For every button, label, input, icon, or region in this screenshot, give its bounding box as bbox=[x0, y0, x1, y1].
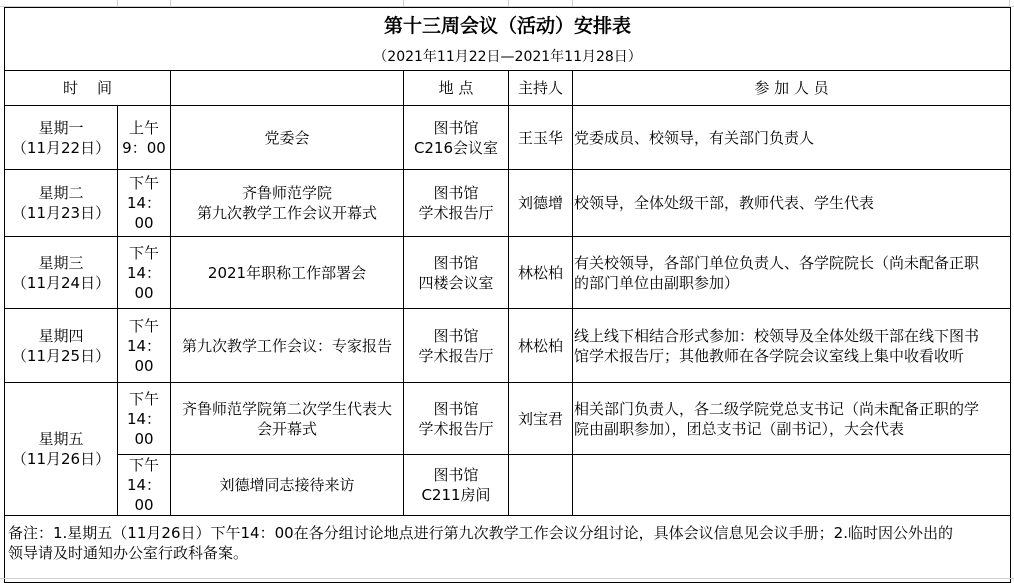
day-cell bbox=[5, 106, 118, 170]
spreadsheet-gridlines bbox=[0, 0, 1014, 7]
time-period: 下午 bbox=[128, 316, 159, 335]
time-period: 下午 bbox=[128, 456, 159, 474]
participants-line: 的部门单位由副职参加） bbox=[574, 273, 740, 292]
participants-cell bbox=[573, 309, 1011, 383]
time-cell bbox=[118, 383, 171, 455]
host-cell: 刘德增 bbox=[509, 170, 573, 237]
event-line: 刘德增同志接待来访 bbox=[219, 476, 355, 494]
time-clock: 14：00 bbox=[126, 194, 162, 232]
time-cell bbox=[118, 170, 171, 237]
event-line: 齐鲁师范学院第二次学生代表大 bbox=[181, 399, 392, 418]
time-clock: 14：00 bbox=[126, 476, 162, 514]
time-cell bbox=[118, 106, 171, 170]
day-date: （11月22日） bbox=[11, 138, 111, 157]
header-location: 地 点 bbox=[404, 71, 509, 106]
day-cell bbox=[5, 237, 118, 309]
time-period: 下午 bbox=[128, 174, 159, 192]
time-clock: 14：00 bbox=[126, 409, 162, 448]
participants-line: 有关校领导，各部门单位负责人、各学院院长（尚未配备正职 bbox=[574, 253, 980, 272]
time-period: 下午 bbox=[128, 243, 159, 262]
table-row bbox=[5, 106, 1011, 170]
location-line: 学术报告厅 bbox=[418, 346, 494, 365]
event-cell bbox=[171, 383, 404, 455]
location-line: 图书馆 bbox=[433, 253, 479, 272]
location-cell bbox=[404, 383, 509, 455]
participants-line: 党委成员、校领导，有关部门负责人 bbox=[574, 128, 815, 147]
time-clock: 14：00 bbox=[126, 263, 162, 302]
footnote-line: 领导请及时通知办公室行政科备案。 bbox=[8, 544, 249, 562]
location-line: 图书馆 bbox=[433, 466, 479, 484]
event-line: 第九次教学工作会议：专家报告 bbox=[181, 336, 392, 355]
host-cell: 林松柏 bbox=[509, 309, 573, 383]
table-row bbox=[5, 309, 1011, 383]
host-cell: 刘宝君 bbox=[509, 383, 573, 455]
participants-line: 相关部门负责人，各二级学院党总支书记（尚未配备正职的学 bbox=[574, 399, 980, 418]
schedule-table bbox=[4, 7, 1011, 583]
footnote-line: 备注：1.星期五（11月26日）下午14：00在各分组讨论地点进行第九次教学工作会议分组讨论，具体会议信息见会议手册；2.临时因公外出的 bbox=[8, 524, 953, 542]
location-line: 图书馆 bbox=[433, 399, 479, 418]
header-host: 主持人 bbox=[509, 71, 573, 106]
participants-line: 校领导，全体处级干部，教师代表、学生代表 bbox=[574, 194, 875, 212]
location-cell bbox=[404, 170, 509, 237]
page-title: 第十三周会议（活动）安排表 bbox=[5, 8, 1011, 44]
time-cell bbox=[118, 309, 171, 383]
time-period: 上午 bbox=[128, 118, 159, 137]
location-line: 四楼会议室 bbox=[418, 273, 494, 292]
header-time: 时 间 bbox=[5, 71, 171, 106]
day-cell bbox=[5, 383, 118, 516]
event-cell bbox=[171, 106, 404, 170]
table-row bbox=[5, 383, 1011, 455]
day-date: （11月25日） bbox=[11, 346, 111, 365]
event-cell bbox=[171, 170, 404, 237]
date-range: （2021年11月22日—2021年11月28日） bbox=[5, 44, 1011, 71]
event-cell bbox=[171, 309, 404, 383]
participants-line: 馆学术报告厅；其他教师在各学院会议室线上集中收看收听 bbox=[574, 346, 965, 365]
time-cell bbox=[118, 237, 171, 309]
event-cell bbox=[171, 455, 404, 516]
location-cell bbox=[404, 237, 509, 309]
event-line: 党委会 bbox=[264, 128, 310, 147]
participants-cell bbox=[573, 383, 1011, 455]
event-line: 齐鲁师范学院 bbox=[241, 184, 332, 202]
time-period: 下午 bbox=[128, 389, 159, 408]
day-date: （11月26日） bbox=[11, 450, 111, 468]
time-clock: 14：00 bbox=[126, 336, 162, 375]
header-event bbox=[171, 71, 404, 106]
day-label: 星期五 bbox=[38, 430, 84, 448]
location-line: 学术报告厅 bbox=[418, 204, 494, 222]
time-clock: 9：00 bbox=[122, 138, 166, 157]
location-line: 图书馆 bbox=[433, 326, 479, 345]
table-row bbox=[5, 170, 1011, 237]
day-cell bbox=[5, 309, 118, 383]
location-line: C216会议室 bbox=[413, 138, 499, 157]
event-line: 第九次教学工作会议开幕式 bbox=[196, 204, 377, 222]
participants-cell bbox=[573, 455, 1011, 516]
spreadsheet-gridlines bbox=[0, 578, 1014, 583]
table-row bbox=[5, 455, 1011, 516]
header-participants: 参 加 人 员 bbox=[573, 71, 1011, 106]
day-date: （11月23日） bbox=[11, 204, 111, 222]
location-line: 图书馆 bbox=[433, 184, 479, 202]
location-line: 图书馆 bbox=[433, 118, 479, 137]
time-cell bbox=[118, 455, 171, 516]
day-label: 星期二 bbox=[38, 184, 84, 202]
location-cell bbox=[404, 309, 509, 383]
location-cell bbox=[404, 455, 509, 516]
footnote bbox=[5, 516, 1011, 583]
event-cell bbox=[171, 237, 404, 309]
host-cell bbox=[509, 455, 573, 516]
day-date: （11月24日） bbox=[11, 273, 111, 292]
participants-cell bbox=[573, 237, 1011, 309]
location-cell bbox=[404, 106, 509, 170]
participants-line: 线上线下相结合形式参加：校领导及全体处级干部在线下图书 bbox=[574, 326, 980, 345]
day-label: 星期四 bbox=[38, 326, 84, 345]
event-line: 会开幕式 bbox=[256, 419, 317, 438]
table-row bbox=[5, 237, 1011, 309]
participants-cell bbox=[573, 170, 1011, 237]
day-label: 星期一 bbox=[38, 118, 84, 137]
day-cell bbox=[5, 170, 118, 237]
location-line: C211房间 bbox=[421, 486, 491, 504]
day-label: 星期三 bbox=[38, 253, 84, 272]
header-row bbox=[5, 71, 1011, 106]
participants-line: 院由副职参加），团总支书记（副书记），大会代表 bbox=[574, 419, 905, 438]
host-cell: 林松柏 bbox=[509, 237, 573, 309]
location-line: 学术报告厅 bbox=[418, 419, 494, 438]
event-line: 2021年职称工作部署会 bbox=[207, 263, 367, 282]
host-cell: 王玉华 bbox=[509, 106, 573, 170]
participants-cell bbox=[573, 106, 1011, 170]
